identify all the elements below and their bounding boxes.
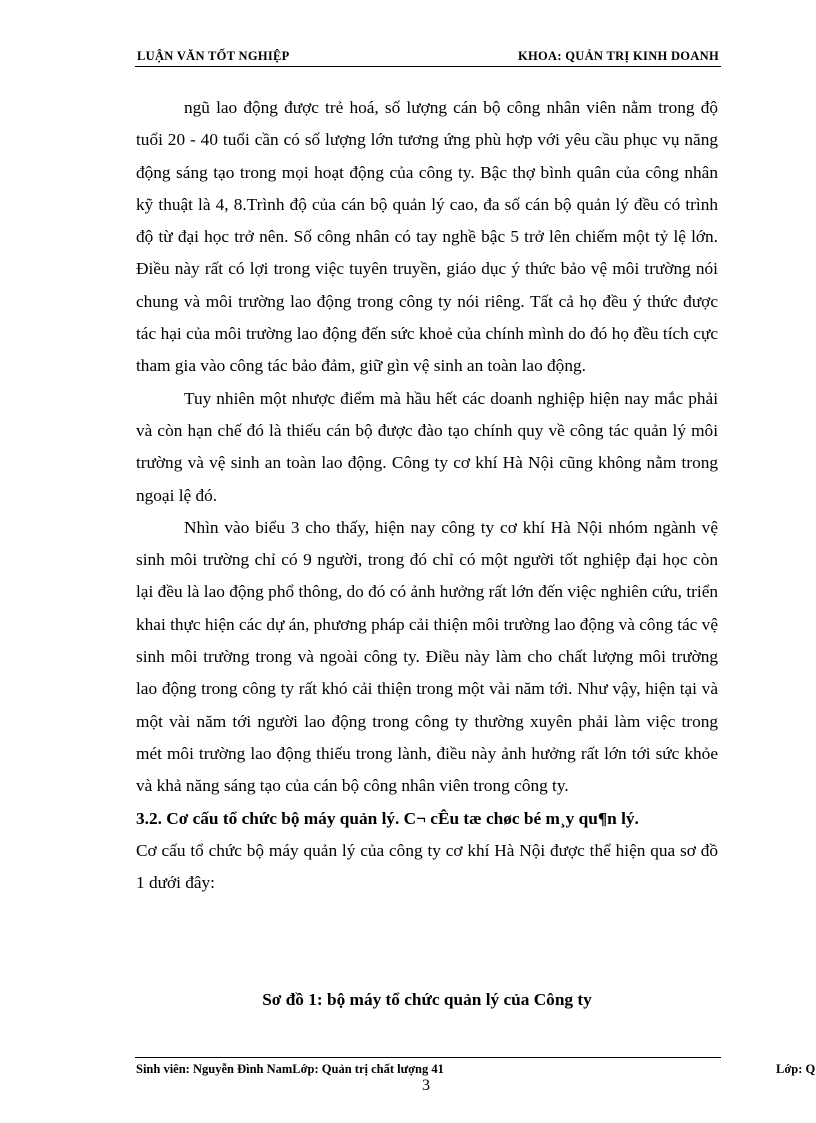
page-number: 3 — [422, 1077, 430, 1094]
footer-class: Lớp: Q — [776, 1062, 816, 1076]
page-header — [135, 48, 721, 67]
body-text — [136, 92, 718, 899]
paragraph-structure: Cơ cấu tổ chức bộ máy quản lý của công ty cơ khí Hà Nội được thể hiện qua sơ đồ 1 dưới đây: — [136, 840, 718, 893]
paragraph-workforce: ngũ lao động được trẻ hoá, số lượng cán bộ công nhân viên nằm trong độ tuổi 20 - 40 tuổi cần có số lượng lớn tương ứng phù hợp với yêu cầu phục vụ năng động sáng tạo trong mọi hoạt động của công ty. Bậc thợ bình quân của công nhân kỹ thuật là 4, 8.Trình độ của cán bộ quản lý cao, đa số cán bộ quản lý đều có trình độ từ đại học trở nên. Số công nhân có tay nghề bậc 5 trở lên chiếm một tỷ lệ lớn. Điều này rất có lợi trong việc tuyên truyền, giáo dục ý thức bảo vệ môi trường nói chung và môi trường lao động trong công ty nói riêng. Tất cả họ đều ý thức được tác hại của môi trường lao động đến sức khoẻ của chính mình do đó họ đều tích cực tham gia vào công tác bảo đảm, giữ gìn vệ sinh an toàn lao động. — [136, 98, 718, 376]
header-thesis-title: LUẬN VĂN TỐT NGHIỆP — [137, 49, 290, 63]
section-heading: 3.2. Cơ cấu tổ chức bộ máy quản lý. C¬ cÊu tæ chøc bé m¸y qu¶n lý. — [136, 808, 639, 828]
header-faculty: KHOA: QUẢN TRỊ KINH DOANH — [517, 49, 719, 63]
footer-student-info: Sinh viên: Nguyễn Đình NamLớp: Quản trị chất lượng 41 — [136, 1062, 444, 1076]
paragraph-weakness: Tuy nhiên một nhược điểm mà hầu hết các doanh nghiệp hiện nay mắc phải và còn hạn chế đó là thiếu cán bộ được đào tạo chính quy về công tác quản lý môi trường và vệ sinh an toàn lao động. Công ty cơ khí Hà Nội cũng không nằm trong ngoại lệ đó. — [136, 388, 718, 505]
paragraph-table-3: Nhìn vào biểu 3 cho thấy, hiện nay công ty cơ khí Hà Nội nhóm ngành vệ sinh môi trường chỉ có 9 người, trong đó chỉ có một người tốt nghiệp đại học còn lại đều là lao động phổ thông, do đó có ảnh hưởng rất lớn đến việc nghiên cứu, triển khai thực hiện các dự án, phương pháp cải thiện môi trường lao động và công tác vệ sinh môi trường trong và ngoài công ty. Điều này làm cho chất lượng môi trường lao động trong công ty rất khó cải thiện trong một vài năm tới. Như vậy, hiện tại và một vài năm tới người lao động trong công ty thường xuyên phải làm việc trong mét môi trường lao động thiếu trong lành, điều này ảnh hưởng rất lớn tới sức khỏe và khả năng sáng tạo của cán bộ công nhân viên trong công ty. — [136, 517, 718, 796]
footer-divider — [135, 1057, 721, 1058]
diagram-title: Sơ đồ 1: bộ máy tổ chức quản lý của Công ty — [262, 990, 592, 1009]
